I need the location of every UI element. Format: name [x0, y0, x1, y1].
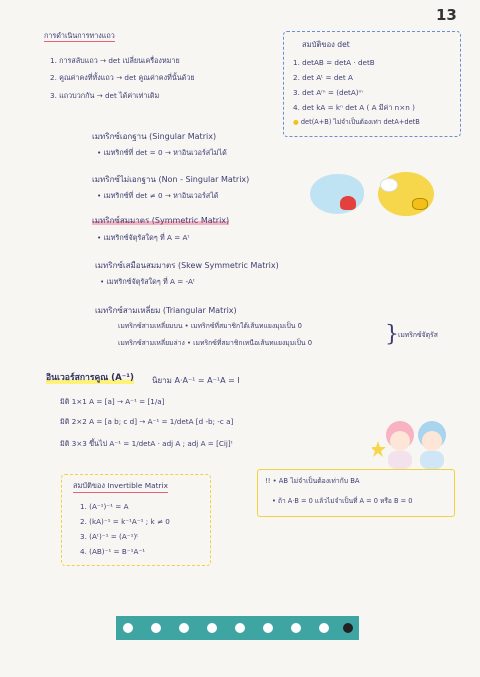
det-prop-5 — [293, 119, 420, 127]
symmetric-desc: • เมทริกซ์จัตุรัสใดๆ ที่ A = Aᵗ — [97, 233, 190, 242]
triangular-upper: เมทริกซ์สามเหลี่ยมบน • เมทริกซ์ที่สมาชิกใต้เส้นทแยงมุมเป็น 0 — [118, 322, 302, 330]
singular-title: เมทริกซ์เอกฐาน (Singular Matrix) — [92, 132, 217, 141]
det-prop-1: 1. detAB = detA · detB — [293, 58, 375, 67]
row-op-item-3: 3. แถวบวกกัน → det ได้ค่าเท่าเดิม — [50, 91, 160, 100]
triangular-note: เมทริกซ์จัตุรัส — [398, 331, 438, 339]
ab-note-1: !! • AB ไม่จำเป็นต้องเท่ากับ BA — [265, 477, 360, 485]
det-prop-5-text: det(A+B) ไม่จำเป็นต้องเท่า detA+detB — [300, 118, 420, 126]
det-box-title: สมบัติของ det — [302, 40, 350, 49]
skew-desc: • เมทริกซ์จัตุรัสใดๆ ที่ A = -Aᵗ — [100, 277, 195, 286]
inverse-title: อินเวอร์สการคูณ (A⁻¹) — [46, 373, 134, 383]
inverse-dim3: มิติ 3×3 ขึ้นไป A⁻¹ = 1/detA · adj A ; adj A = [Cij]ᵗ — [60, 439, 233, 448]
triangular-title: เมทริกซ์สามเหลี่ยม (Triangular Matrix) — [95, 306, 237, 315]
row-op-item-2: 2. คูณค่าคงที่ทั้งแถว → det คูณค่าคงที่นั้นด้วย — [50, 73, 195, 82]
ab-note-2: • ถ้า A·B = 0 แล้วไม่จำเป็นที่ A = 0 หรือ B = 0 — [272, 497, 413, 505]
page-number: 13 — [436, 6, 457, 24]
nonsingular-title: เมทริกซ์ไม่เอกฐาน (Non - Singular Matrix) — [92, 175, 250, 184]
singular-desc: • เมทริกซ์ที่ det = 0 → หาอินเวอร์สไม่ได้ — [97, 148, 227, 157]
inverse-dim2: มิติ 2×2 A = [a b; c d] → A⁻¹ = 1/detA [d -b; -c a] — [60, 417, 234, 426]
cat-pattern-icon — [116, 616, 359, 640]
star-icon: ● — [293, 118, 299, 126]
cloud-icon — [380, 178, 398, 192]
mushroom-icon — [340, 196, 356, 210]
skew-title: เมทริกซ์เสมือนสมมาตร (Skew Symmetric Matrix) — [95, 261, 279, 270]
triangular-lower: เมทริกซ์สามเหลี่ยมล่าง • เมทริกซ์ที่สมาชิกเหนือเส้นทแยงมุมเป็น 0 — [118, 339, 313, 347]
invertible-box-title: สมบัติของ Invertible Matrix — [73, 482, 168, 493]
pikachu-icon — [412, 198, 428, 210]
row-op-item-1: 1. การสลับแถว → det เปลี่ยนเครื่องหมาย — [50, 56, 180, 65]
inverse-definition: นิยาม A·A⁻¹ = A⁻¹A = I — [152, 376, 240, 385]
invertible-prop-2: 2. (kA)⁻¹ = k⁻¹A⁻¹ ; k ≠ 0 — [80, 517, 170, 526]
det-prop-3: 3. det Aᵐ = (detA)ᵐ — [293, 88, 364, 97]
invertible-prop-1: 1. (A⁻¹)⁻¹ = A — [80, 502, 129, 511]
det-prop-2: 2. det Aᵗ = det A — [293, 73, 353, 82]
blue-blob-sticker — [310, 174, 364, 214]
inverse-dim1: มิติ 1×1 A = [a] → A⁻¹ = [1/a] — [60, 397, 165, 406]
brace: } — [385, 322, 399, 347]
symmetric-title: เมทริกซ์สมมาตร (Symmetric Matrix) — [92, 216, 230, 225]
section-title-row-ops: การดำเนินการทางแถว — [44, 32, 115, 42]
little-twin-stars-sticker — [372, 415, 462, 473]
nonsingular-desc: • เมทริกซ์ที่ det ≠ 0 → หาอินเวอร์สได้ — [97, 191, 219, 200]
invertible-prop-4: 4. (AB)⁻¹ = B⁻¹A⁻¹ — [80, 547, 146, 556]
invertible-prop-3: 3. (Aᵗ)⁻¹ = (A⁻¹)ᵗ — [80, 532, 139, 541]
det-prop-4: 4. det kA = kⁿ det A ( A มีค่า n×n ) — [293, 103, 415, 112]
